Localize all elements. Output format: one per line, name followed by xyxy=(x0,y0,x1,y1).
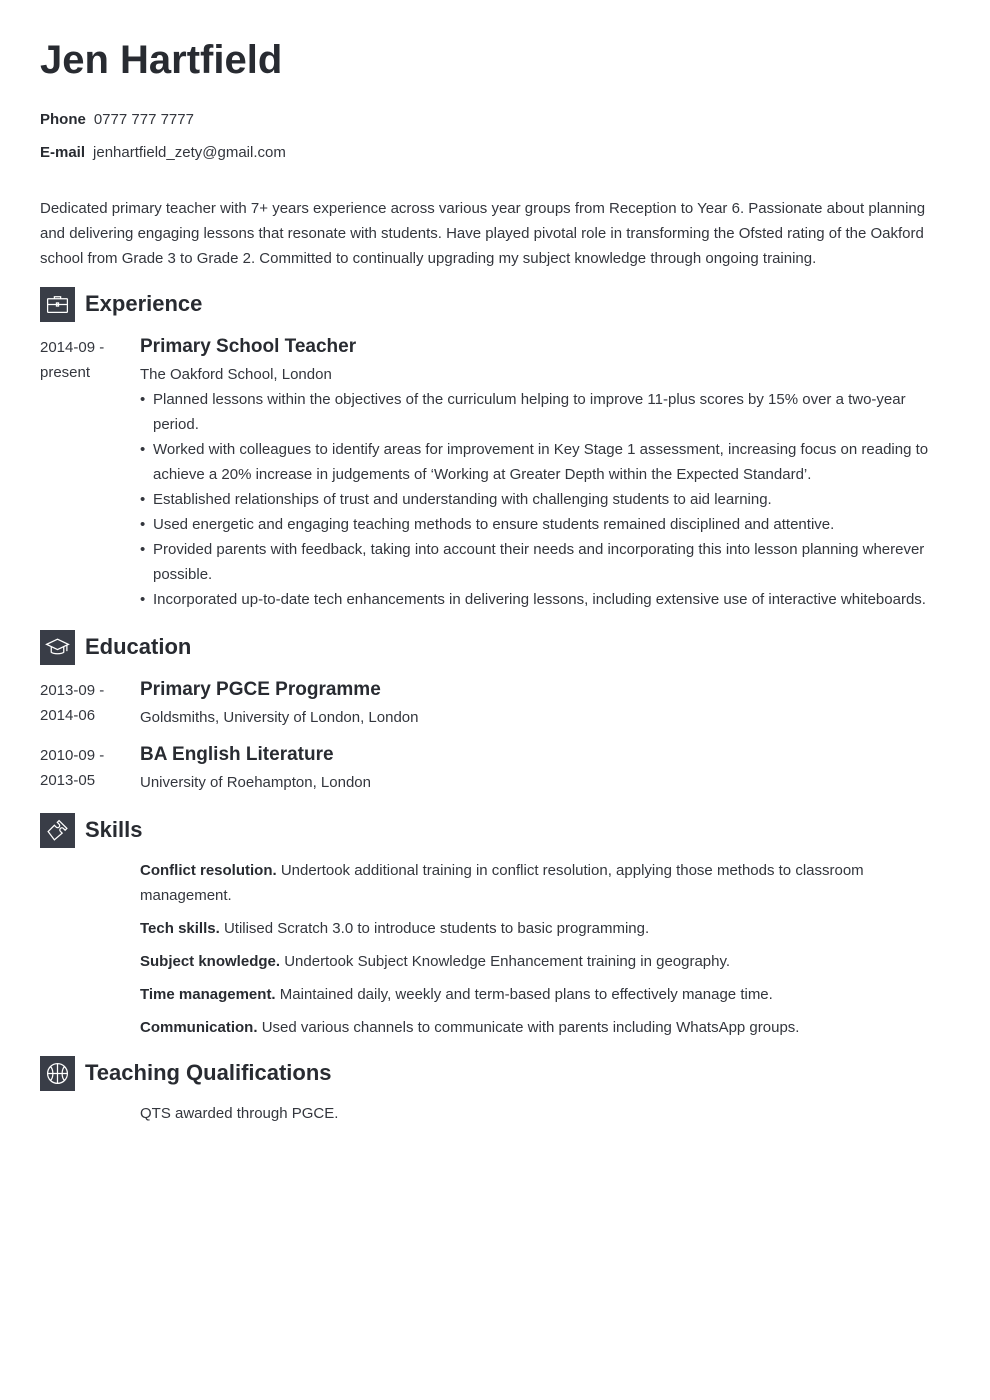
skill-description: Undertook Subject Knowledge Enhancement training in geography. xyxy=(284,953,731,970)
experience-date xyxy=(40,335,130,385)
basketball-icon xyxy=(40,1056,75,1091)
experience-entry xyxy=(140,337,935,612)
job-title: Primary School Teacher xyxy=(140,336,357,357)
education-heading: Education xyxy=(85,634,192,659)
skill-item xyxy=(140,916,930,941)
skill-description: Maintained daily, weekly and term-based plans to effectively manage time. xyxy=(279,986,773,1003)
qualifications-section-header xyxy=(40,1055,332,1091)
education-date xyxy=(40,743,130,793)
skill-description: Undertook additional training in conflict resolution, applying those methods to classroom management. xyxy=(140,862,864,904)
experience-heading: Experience xyxy=(85,291,203,316)
date-end: 2014-06 xyxy=(40,707,96,724)
education-date xyxy=(40,678,130,728)
skill-name: Communication. xyxy=(140,1019,258,1036)
skills-list xyxy=(140,858,930,1048)
profile-summary: Dedicated primary teacher with 7+ years experience across various year groups from Reception to Year 6. Passionate about planning and delivering engaging lessons that resonate with students. Have played pivotal role in transforming the Ofsted rating of the Oakford school from Grade 3 to Grade 2. Committed to continually upgrading my subject knowledge through ongoing training. xyxy=(40,200,926,267)
date-start: 2013-09 - xyxy=(40,682,105,699)
skills-heading: Skills xyxy=(85,817,143,842)
qualifications-heading: Teaching Qualifications xyxy=(85,1060,332,1085)
list-item: • Provided parents with feedback, taking into account their needs and incorporating this into lesson planning wherever possible. xyxy=(140,537,935,587)
email-label: E-mail xyxy=(40,144,86,161)
employer: The Oakford School, London xyxy=(140,366,332,383)
list-item: • Planned lessons within the objectives of the curriculum helping to improve 11-plus scores by 15% over a two-year period. xyxy=(140,387,935,437)
candidate-name: Jen Hartfield xyxy=(40,38,283,82)
puzzle-piece-icon xyxy=(40,813,75,848)
list-item: • Incorporated up-to-date tech enhancements in delivering lessons, including extensive use of interactive whiteboards. xyxy=(140,587,935,612)
degree-title: Primary PGCE Programme xyxy=(140,679,381,700)
skill-description: Utilised Scratch 3.0 to introduce students to basic programming. xyxy=(223,920,650,937)
list-item: • Worked with colleagues to identify areas for improvement in Key Stage 1 assessment, increasing focus on reading to achieve a 20% increase in judgements of ‘Working at Greater Depth within the Expected Standard’. xyxy=(140,437,935,487)
email-value: jenhartfield_zety@gmail.com xyxy=(93,144,286,161)
education-entry xyxy=(140,745,940,795)
skill-item xyxy=(140,949,930,974)
skill-item xyxy=(140,982,930,1007)
date-start: 2010-09 - xyxy=(40,747,105,764)
list-item: • Established relationships of trust and understanding with challenging students to aid learning. xyxy=(140,487,935,512)
briefcase-icon xyxy=(40,287,75,322)
date-end: present xyxy=(40,364,91,381)
education-entry xyxy=(140,680,940,730)
phone-value: 0777 777 7777 xyxy=(93,111,194,128)
skills-section-header xyxy=(40,812,142,848)
date-end: 2013-05 xyxy=(40,772,96,789)
list-item: • Used energetic and engaging teaching methods to ensure students remained disciplined and attentive. xyxy=(140,512,935,537)
email-row xyxy=(40,143,286,163)
skill-name: Conflict resolution. xyxy=(140,862,277,879)
phone-row xyxy=(40,110,194,130)
degree-title: BA English Literature xyxy=(140,744,334,765)
phone-label: Phone xyxy=(40,111,86,128)
skill-name: Tech skills. xyxy=(140,920,220,937)
responsibilities-list xyxy=(140,387,935,612)
institution: University of Roehampton, London xyxy=(140,774,371,791)
skill-item xyxy=(140,858,930,908)
skill-name: Subject knowledge. xyxy=(140,953,281,970)
institution: Goldsmiths, University of London, London xyxy=(140,709,419,726)
skill-description: Used various channels to communicate with parents including WhatsApp groups. xyxy=(261,1019,800,1036)
skill-name: Time management. xyxy=(140,986,276,1003)
qualification-text: QTS awarded through PGCE. xyxy=(140,1105,339,1122)
education-section-header xyxy=(40,629,191,665)
skill-item xyxy=(140,1015,930,1040)
experience-section-header xyxy=(40,286,202,322)
graduation-cap-icon xyxy=(40,630,75,665)
date-start: 2014-09 - xyxy=(40,339,105,356)
